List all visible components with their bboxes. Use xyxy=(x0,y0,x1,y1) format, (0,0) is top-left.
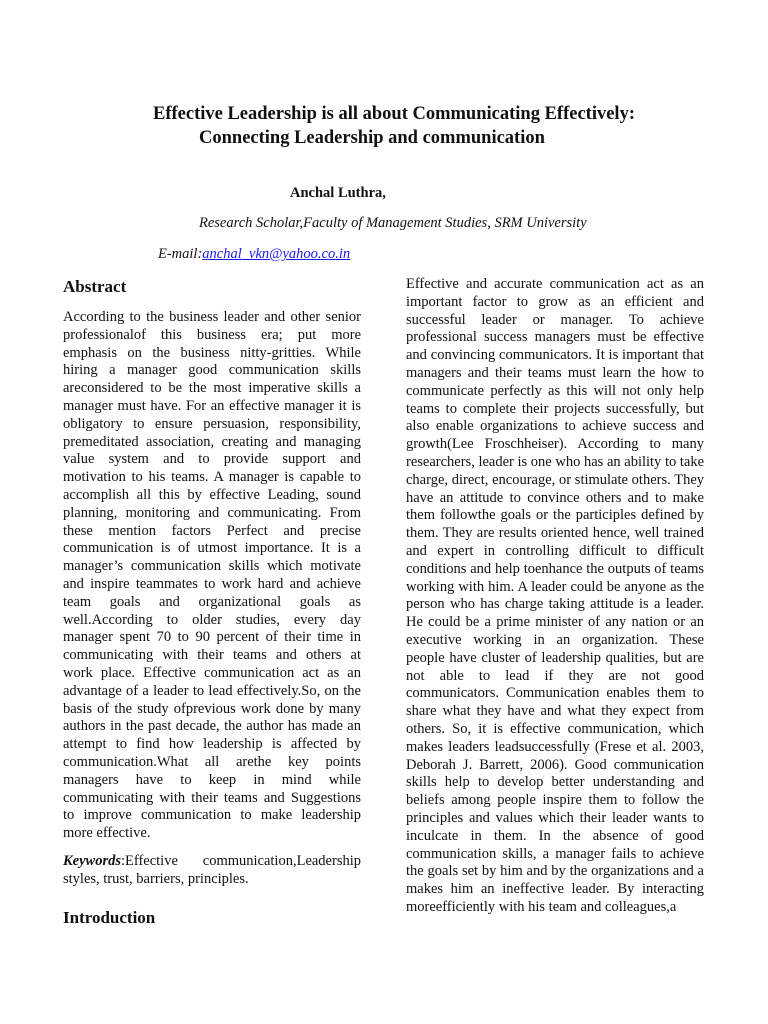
abstract-heading: Abstract xyxy=(63,277,127,296)
left-column xyxy=(63,276,361,929)
author-affiliation: Research Scholar,Faculty of Management Studies, SRM University xyxy=(199,215,587,231)
author-email xyxy=(158,246,350,263)
abstract-body: According to the business leader and other senior professionalof this business era; put more emphasis on the business nitty-gritties. While hiring a manager good communication skills areconsidered to be the most imperative skills a manager must have. For an effective manager it is obligatory to ensure persuasion, responsibility, premeditated association, creating and managing value system and to provide support and motivation to his teams. A manager is capable to accomplish all this by effective Leading, sound planning, monitoring and communicating. From these mention factors Perfect and precise communication is of utmost importance. It is a manager’s communication skills which motivate and inspire teammates to work hard and achieve team goals and organizational goals as well.According to older studies, every day manager spent 70 to 90 percent of their time in communicating with their teams and others at work place. Effective communication act as an advantage of a leader to lead effectively.So, on the basis of the study ofprevious work done by many authors in the past decade, the author has made an attempt to find how leadership is affected by communication.What all arethe key points managers have to keep in mind while communicating with their teams and Suggestions to improve communication to make leadership more effective. xyxy=(63,309,361,842)
email-link[interactable]: anchal_vkn@yahoo.co.in xyxy=(202,246,351,262)
keywords-label: Keywords xyxy=(63,852,121,869)
introduction-heading: Introduction xyxy=(63,907,156,927)
author-name: Anchal Luthra, xyxy=(290,185,386,201)
right-column xyxy=(406,276,704,917)
keywords-paragraph xyxy=(63,853,361,889)
keywords-text: Effective communication,Leadership styles, trust, barriers, principles. xyxy=(63,852,361,887)
email-label: E-mail: xyxy=(158,246,203,262)
keywords-separator: : xyxy=(121,852,126,869)
right-column-body: Effective and accurate communication act as an important factor to grow as an efficient and successful leader or manager. To achieve professional success managers must be effective and convincing communicators. It is important that managers and their teams must learn the how to communicate perfectly as this will not only help teams to complete their projects successfully, but also enable organizations to achieve success and growth(Lee Froschheiser). According to many researchers, leader is one who has an ability to take charge, direct, encourage, or stimulate others. They have an attitude to convince others and to make them followthe goals or the participles defined by them. They are results oriented hence, well trained and expert in controlling difficult to difficult conditions and help toenhance the outputs of teams working with him. A leader could be anyone as the person who has charge taking attitude is a leader. He could be a prime minister of any nation or an executive working in an organization. These people have cluster of leadership qualities, but are not able to lead if they are not good communicators. Communication enables them to share what they have and what they expect from others. So, it is effective communication, which makes leaders leadsuccessfully (Frese et al. 2003, Deborah J. Barrett, 2006). Good communication skills help to develop better understanding and beliefs among people inspire them to follow the principles and values which their leader wants to inculcate in them. In the absence of good communication skills, a manager fails to achieve the goals set by him and by the organizations and a makes him an ineffective leader. By interacting moreefficiently with his team and colleagues,a xyxy=(406,276,704,915)
paper-title-line-2: Connecting Leadership and communication xyxy=(199,128,545,148)
paper-title-line-1: Effective Leadership is all about Communicating Effectively: xyxy=(153,104,635,124)
